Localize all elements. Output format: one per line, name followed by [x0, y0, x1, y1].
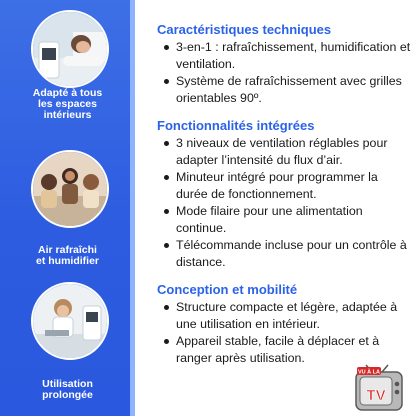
features-list	[157, 135, 412, 270]
section-title-features: Fonctionnalités intégrées	[157, 118, 315, 133]
feature-caption-1: Adapté à tous les espaces intérieurs	[32, 87, 103, 121]
section-title-design: Conception et mobilité	[157, 282, 298, 297]
svg-text:VU À LA: VU À LA	[358, 369, 380, 376]
list-item: Télécommande incluse pour un contrôle à distance.	[157, 237, 412, 270]
section-title-technical: Caractéristiques techniques	[157, 22, 332, 37]
list-item: 3 niveaux de ventilation réglables pour adapter l’intensité du flux d’air.	[157, 135, 412, 168]
svg-text:TV: TV	[366, 387, 386, 404]
list-item: 3-en-1 : rafraîchissement, humidification et ventilation.	[157, 39, 412, 72]
list-item: Minuteur intégré pour programmer la durée de fonctionnement.	[157, 169, 412, 202]
friends-on-sofa-photo	[31, 150, 109, 228]
feature-caption-2: Air rafraîchi et humidifier	[35, 244, 99, 267]
feature-caption-3: Utilisation prolongée	[42, 378, 93, 401]
list-item: Système de rafraîchissement avec grilles orientables 90º.	[157, 73, 412, 106]
list-item: Appareil stable, facile à déplacer et à ranger après utilisation.	[157, 333, 412, 366]
woman-at-laptop-photo	[31, 282, 109, 360]
design-list	[157, 299, 412, 366]
feature-description	[157, 22, 412, 378]
sidebar	[0, 0, 135, 416]
list-item: Mode filaire pour une alimentation continue.	[157, 203, 412, 236]
technical-list	[157, 39, 412, 106]
vu-a-la-tv-logo	[354, 364, 404, 412]
woman-resting-photo	[31, 10, 109, 88]
list-item: Structure compacte et légère, adaptée à une utilisation en intérieur.	[157, 299, 412, 332]
